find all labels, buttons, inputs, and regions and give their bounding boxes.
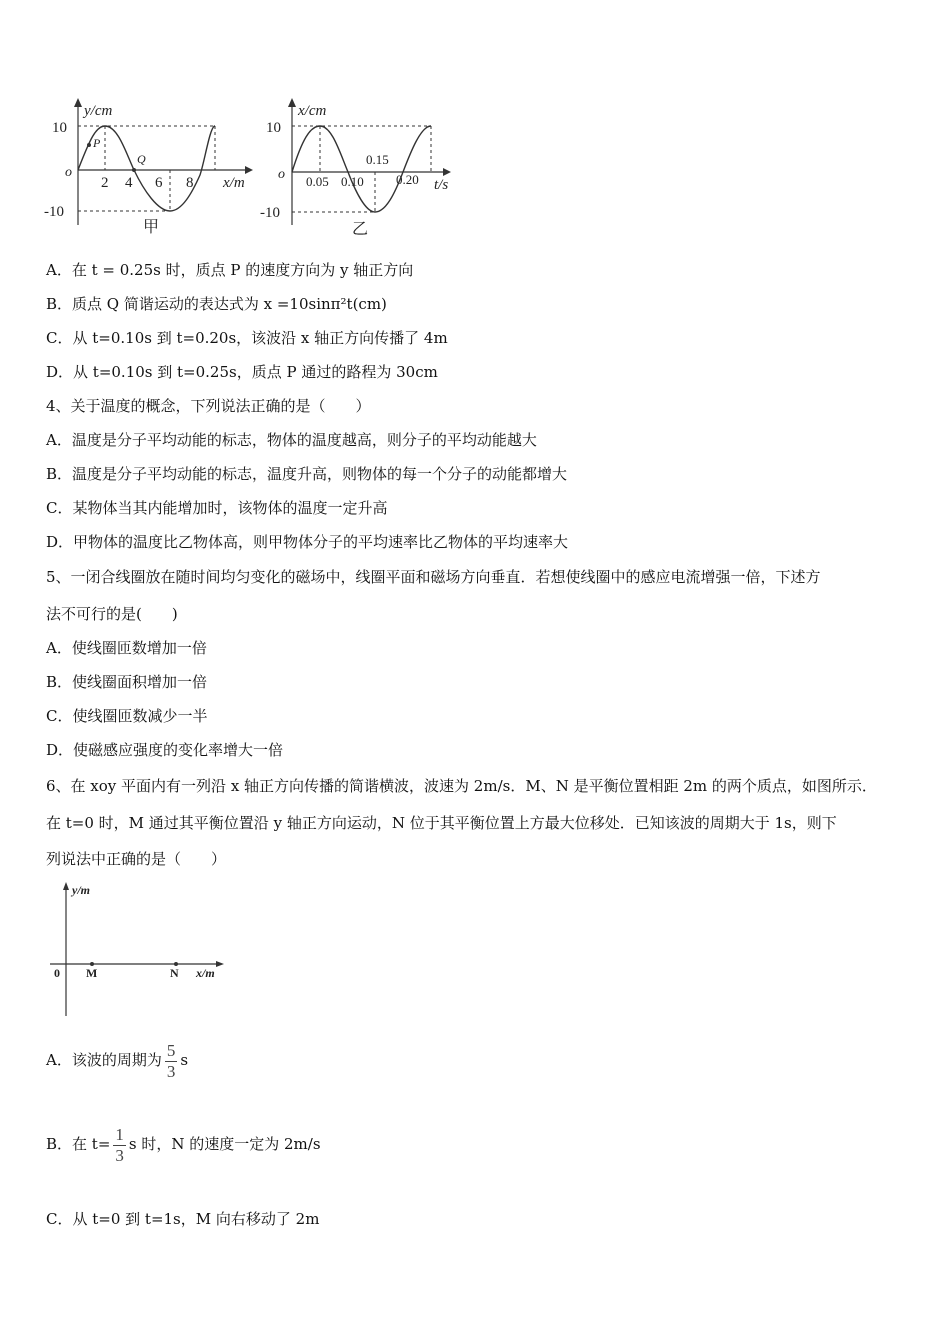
caption-jia: 甲 (143, 219, 160, 236)
xtick-020: 0.20 (396, 172, 419, 187)
point-p-label: P (93, 136, 101, 150)
fraction-1-3: $\frac{1}{3}$ (115, 1124, 124, 1165)
point-n-label: N (170, 966, 179, 980)
q6-stem-line1: 6、在 xoy 平面内有一列沿 x 轴正方向传播的简谐横波，波速为 2m/s．M、N 是平衡位置相距 2m 的两个质点，如图所示． (46, 777, 877, 795)
x-axis-label: x/m (223, 175, 245, 191)
y-axis-label: y/cm (84, 103, 113, 119)
xtick-005: 0.05 (306, 174, 329, 189)
origin-label: o (65, 165, 72, 180)
xtick-2: 2 (101, 175, 109, 191)
q5-stem-line2: 法不可行的是( ) (46, 605, 178, 623)
q6-option-b[interactable] (46, 1124, 321, 1166)
xtick-8: 8 (186, 175, 194, 191)
fraction-5-3: $\frac{5}{3}$ (166, 1040, 176, 1081)
origin-label: o (278, 167, 285, 182)
q3-option-c[interactable]: C．从 t=0.10s 到 t=0.20s，该波沿 x 轴正方向传播了 4m (46, 329, 448, 347)
origin-label: 0 (54, 966, 60, 980)
vibration-curve (292, 126, 431, 212)
option-b-rest: s 时，N 的速度一定为 2m/s (128, 1135, 321, 1153)
ytick-bottom: -10 (44, 204, 64, 220)
option-a-text: A．该波的周期为 (46, 1051, 162, 1069)
x-axis-label: x/m (196, 966, 215, 980)
q6-stem-line2: 在 t=0 时，M 通过其平衡位置沿 y 轴正方向运动，N 位于其平衡位置上方最大位移处．已知该波的周期大于 1s，则下 (46, 814, 837, 832)
xtick-4: 4 (125, 175, 133, 191)
caption-yi: 乙 (352, 221, 369, 238)
q4-option-a[interactable]: A．温度是分子平均动能的标志，物体的温度越高，则分子的平均动能越大 (46, 431, 537, 449)
q3-option-a[interactable]: A．在 t = 0.25s 时，质点 P 的速度方向为 y 轴正方向 (46, 261, 414, 279)
ytick-top: 10 (266, 120, 281, 136)
figure-mn-axes (46, 878, 236, 1023)
xtick-015: 0.15 (366, 152, 389, 167)
q3-option-b[interactable]: B．质点 Q 简谐运动的表达式为 x =10sinπ²t(cm) (46, 295, 387, 313)
q4-option-c[interactable]: C．某物体当其内能增加时，该物体的温度一定升高 (46, 499, 388, 517)
point-q-label: Q (137, 152, 146, 166)
point-m-label: M (86, 966, 98, 980)
x-axis-label: t/s (434, 177, 449, 193)
q5-option-b[interactable]: B．使线圈面积增加一倍 (46, 673, 208, 691)
figure-yi-vibration-graph (258, 95, 473, 240)
q6-option-a[interactable] (46, 1040, 188, 1082)
q5-option-a[interactable]: A．使线圈匝数增加一倍 (46, 639, 207, 657)
xtick-6: 6 (155, 175, 163, 191)
figure-jia-wave-graph (40, 95, 265, 240)
option-a-unit: s (180, 1051, 189, 1069)
q3-option-d[interactable]: D．从 t=0.10s 到 t=0.25s，质点 P 通过的路程为 30cm (46, 363, 438, 381)
q5-stem-line1: 5、一闭合线圈放在随时间均匀变化的磁场中，线圈平面和磁场方向垂直．若想使线圈中的感应电流增强一倍，下述方 (46, 568, 821, 586)
ytick-top: 10 (52, 120, 67, 136)
q5-option-c[interactable]: C．使线圈匝数减少一半 (46, 707, 208, 725)
q5-option-d[interactable]: D．使磁感应强度的变化率增大一倍 (46, 741, 284, 759)
q6-option-c[interactable]: C．从 t=0 到 t=1s，M 向右移动了 2m (46, 1210, 320, 1228)
q4-option-d[interactable]: D．甲物体的温度比乙物体高，则甲物体分子的平均速率比乙物体的平均速率大 (46, 533, 569, 551)
option-b-text: B．在 t= (46, 1135, 111, 1153)
xtick-010: 0.10 (341, 174, 364, 189)
y-axis-label: y/m (72, 883, 90, 897)
q6-stem-line3: 列说法中正确的是（ ） (46, 850, 227, 868)
q4-option-b[interactable]: B．温度是分子平均动能的标志，温度升高，则物体的每一个分子的动能都增大 (46, 465, 568, 483)
y-axis-label: x/cm (298, 103, 327, 119)
ytick-bottom: -10 (260, 205, 280, 221)
q4-stem: 4、关于温度的概念，下列说法正确的是（ ） (46, 397, 371, 415)
